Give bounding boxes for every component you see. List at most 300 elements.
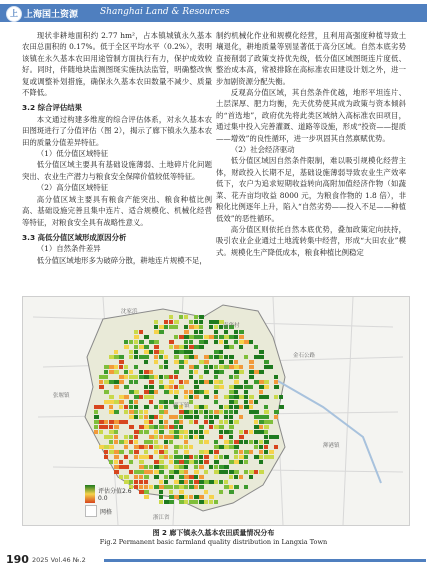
farmland-parcel — [134, 400, 138, 404]
farmland-parcel — [254, 455, 259, 459]
farmland-parcel — [229, 410, 233, 414]
section-heading: 3.3 高低分值区域形成原因分析 — [22, 232, 127, 242]
farmland-parcel — [154, 430, 158, 434]
farmland-parcel — [259, 415, 264, 419]
farmland-parcel — [99, 430, 103, 434]
farmland-parcel — [214, 440, 218, 444]
farmland-parcel — [179, 465, 184, 469]
farmland-parcel — [224, 415, 228, 419]
body-paragraph: 高分值区则依托自然本底优势，叠加政策定向扶持，吸引农业企业通过土地流转集中经营，形成“大田农业”模式。规模化生产降低成本，粮食种植比例稳定 — [216, 224, 406, 257]
farmland-parcel — [159, 490, 163, 494]
farmland-parcel — [119, 450, 124, 454]
farmland-parcel — [179, 485, 184, 489]
farmland-parcel — [164, 325, 168, 329]
farmland-parcel — [254, 415, 259, 419]
farmland-parcel — [229, 425, 234, 429]
farmland-parcel — [214, 375, 218, 379]
farmland-parcel — [159, 500, 163, 504]
farmland-parcel — [209, 320, 214, 324]
farmland-parcel — [129, 415, 134, 419]
farmland-parcel — [194, 415, 199, 419]
farmland-parcel — [184, 475, 189, 479]
farmland-parcel — [249, 440, 253, 444]
farmland-parcel — [144, 415, 148, 419]
farmland-parcel — [199, 440, 203, 444]
farmland-parcel — [159, 470, 164, 474]
farmland-parcel — [239, 365, 243, 369]
farmland-parcel — [214, 370, 219, 374]
farmland-parcel — [274, 445, 278, 449]
farmland-parcel — [209, 420, 214, 424]
farmland-parcel — [104, 390, 109, 394]
farmland-parcel — [209, 325, 213, 329]
farmland-parcel — [129, 370, 133, 374]
left-column — [22, 30, 212, 266]
farmland-parcel — [189, 460, 194, 464]
farmland-parcel — [264, 405, 268, 409]
farmland-parcel — [114, 400, 119, 404]
farmland-parcel — [164, 355, 168, 359]
farmland-parcel — [194, 390, 199, 394]
farmland-parcel — [144, 410, 148, 414]
farmland-parcel — [234, 400, 238, 404]
farmland-parcel — [259, 460, 263, 464]
farmland-parcel — [194, 335, 199, 339]
farmland-parcel — [209, 365, 213, 369]
farmland-parcel — [234, 485, 239, 489]
farmland-parcel — [184, 485, 188, 489]
farmland-parcel — [134, 450, 139, 454]
farmland-parcel — [154, 345, 159, 349]
farmland-parcel — [144, 350, 149, 354]
farmland-parcel — [114, 365, 118, 369]
farmland-parcel — [269, 365, 273, 369]
farmland-parcel — [99, 380, 103, 384]
farmland-parcel — [234, 475, 238, 479]
farmland-parcel — [189, 325, 194, 329]
farmland-parcel — [124, 455, 128, 459]
farmland-parcel — [224, 340, 228, 344]
farmland-parcel — [214, 325, 218, 329]
farmland-parcel — [99, 375, 104, 379]
farmland-parcel — [219, 470, 224, 474]
farmland-parcel — [214, 330, 218, 334]
farmland-parcel — [179, 435, 183, 439]
farmland-parcel — [244, 355, 248, 359]
farmland-parcel — [194, 325, 199, 329]
farmland-parcel — [254, 425, 259, 429]
legend-low-label: 0.0 — [98, 495, 108, 502]
farmland-parcel — [254, 420, 258, 424]
farmland-parcel — [139, 345, 144, 349]
farmland-parcel — [129, 435, 133, 439]
farmland-parcel — [214, 335, 218, 339]
farmland-parcel — [244, 455, 248, 459]
farmland-parcel — [154, 445, 159, 449]
farmland-parcel — [184, 395, 188, 399]
farmland-parcel — [219, 425, 224, 429]
farmland-parcel — [279, 395, 283, 399]
farmland-parcel — [239, 385, 243, 389]
farmland-parcel — [229, 390, 234, 394]
farmland-parcel — [174, 485, 179, 489]
farmland-parcel — [229, 395, 234, 399]
farmland-parcel — [214, 385, 219, 389]
farmland-parcel — [174, 460, 179, 464]
farmland-parcel — [169, 495, 174, 499]
farmland-parcel — [184, 495, 188, 499]
farmland-parcel — [274, 380, 278, 384]
farmland-parcel — [189, 365, 194, 369]
farmland-parcel — [224, 485, 229, 489]
farmland-parcel — [214, 390, 218, 394]
farmland-parcel — [234, 390, 238, 394]
farmland-parcel — [134, 470, 139, 474]
farmland-parcel — [174, 375, 178, 379]
farmland-parcel — [144, 335, 149, 339]
farmland-parcel — [154, 460, 159, 464]
farmland-parcel — [259, 355, 264, 359]
farmland-parcel — [119, 355, 124, 359]
farmland-parcel — [184, 430, 188, 434]
farmland-parcel — [214, 415, 219, 419]
farmland-parcel — [129, 450, 133, 454]
farmland-parcel — [244, 380, 248, 384]
farmland-parcel — [104, 455, 108, 459]
farmland-parcel — [259, 395, 264, 399]
farmland-parcel — [259, 440, 263, 444]
legend-grid-swatch — [85, 505, 97, 517]
farmland-parcel — [204, 415, 208, 419]
farmland-parcel — [204, 500, 208, 504]
farmland-parcel — [184, 415, 189, 419]
farmland-parcel — [114, 420, 119, 424]
farmland-parcel — [179, 385, 184, 389]
farmland-parcel — [169, 455, 173, 459]
farmland-parcel — [144, 455, 149, 459]
farmland-parcel — [179, 410, 184, 414]
farmland-parcel — [234, 410, 238, 414]
farmland-parcel — [129, 340, 133, 344]
farmland-parcel — [219, 405, 223, 409]
section-heading: （2）社会经济驱动 — [230, 145, 295, 155]
farmland-parcel — [109, 410, 114, 414]
farmland-parcel — [264, 410, 269, 414]
farmland-parcel — [159, 365, 163, 369]
farmland-parcel — [154, 350, 159, 354]
farmland-parcel — [274, 385, 279, 389]
farmland-parcel — [134, 355, 138, 359]
farmland-parcel — [149, 380, 154, 384]
farmland-parcel — [209, 410, 213, 414]
farmland-parcel — [164, 405, 168, 409]
farmland-parcel — [94, 405, 99, 409]
farmland-parcel — [184, 355, 189, 359]
farmland-parcel — [164, 385, 169, 389]
farmland-parcel — [239, 450, 243, 454]
farmland-parcel — [259, 445, 263, 449]
farmland-parcel — [164, 480, 168, 484]
farmland-parcel — [189, 340, 193, 344]
farmland-parcel — [204, 455, 209, 459]
farmland-parcel — [104, 380, 109, 384]
farmland-parcel — [164, 500, 169, 504]
farmland-parcel — [134, 390, 139, 394]
farmland-parcel — [139, 340, 144, 344]
farmland-parcel — [194, 365, 199, 369]
footer-bar — [104, 559, 426, 562]
farmland-parcel — [224, 335, 229, 339]
farmland-parcel — [149, 455, 153, 459]
farmland-parcel — [144, 445, 148, 449]
farmland-parcel — [189, 475, 194, 479]
farmland-parcel — [139, 470, 144, 474]
farmland-parcel — [274, 395, 278, 399]
farmland-parcel — [184, 390, 188, 394]
farmland-parcel — [159, 450, 164, 454]
farmland-parcel — [129, 425, 134, 429]
farmland-parcel — [169, 425, 174, 429]
farmland-parcel — [229, 490, 234, 494]
farmland-parcel — [149, 485, 153, 489]
legend-row — [85, 485, 132, 503]
farmland-parcel — [209, 380, 213, 384]
section-heading: 3.2 综合评估结果 — [22, 103, 83, 113]
farmland-parcel — [219, 365, 224, 369]
farmland-parcel — [174, 415, 178, 419]
farmland-parcel — [109, 435, 113, 439]
farmland-parcel — [189, 455, 193, 459]
map-label: 金石公路 — [293, 353, 316, 359]
farmland-parcel — [149, 445, 153, 449]
farmland-parcel — [234, 330, 238, 334]
farmland-parcel — [199, 330, 203, 334]
farmland-parcel — [234, 380, 239, 384]
farmland-parcel — [194, 405, 199, 409]
farmland-parcel — [139, 490, 144, 494]
farmland-parcel — [234, 395, 239, 399]
farmland-parcel — [144, 390, 149, 394]
farmland-parcel — [144, 470, 149, 474]
farmland-parcel — [179, 425, 183, 429]
farmland-parcel — [159, 485, 164, 489]
farmland-parcel — [199, 375, 203, 379]
farmland-parcel — [149, 385, 154, 389]
farmland-parcel — [109, 460, 113, 464]
farmland-parcel — [209, 335, 214, 339]
farmland-parcel — [129, 410, 134, 414]
farmland-parcel — [104, 375, 108, 379]
farmland-parcel — [214, 425, 219, 429]
farmland-parcel — [129, 400, 133, 404]
farmland-parcel — [209, 500, 213, 504]
farmland-parcel — [244, 395, 248, 399]
farmland-parcel — [104, 420, 108, 424]
farmland-parcel — [179, 490, 184, 494]
farmland-parcel — [134, 345, 138, 349]
farmland-parcel — [169, 435, 174, 439]
farmland-parcel — [184, 340, 188, 344]
farmland-parcel — [109, 370, 114, 374]
farmland-parcel — [154, 475, 159, 479]
farmland-parcel — [139, 395, 143, 399]
farmland-parcel — [194, 465, 198, 469]
farmland-parcel — [174, 495, 179, 499]
farmland-parcel — [189, 500, 194, 504]
farmland-parcel — [239, 430, 243, 434]
farmland-parcel — [199, 500, 204, 504]
farmland-parcel — [249, 475, 253, 479]
farmland-parcel — [164, 360, 168, 364]
farmland-parcel — [154, 440, 158, 444]
farmland-parcel — [239, 440, 243, 444]
farmland-parcel — [159, 325, 164, 329]
farmland-parcel — [214, 380, 219, 384]
farmland-parcel — [114, 385, 119, 389]
farmland-parcel — [164, 485, 169, 489]
farmland-parcel — [154, 390, 158, 394]
farmland-parcel — [184, 460, 189, 464]
farmland-parcel — [244, 485, 248, 489]
farmland-parcel — [164, 365, 168, 369]
farmland-parcel — [204, 430, 209, 434]
farmland-parcel — [159, 380, 163, 384]
map-label: 泖港镇 — [323, 443, 340, 449]
farmland-parcel — [209, 415, 213, 419]
farmland-parcel — [159, 430, 164, 434]
farmland-parcel — [144, 385, 148, 389]
map-label: 浙江省 — [153, 515, 170, 521]
farmland-parcel — [114, 410, 119, 414]
farmland-parcel — [204, 470, 208, 474]
farmland-parcel — [189, 350, 193, 354]
farmland-parcel — [234, 460, 239, 464]
farmland-parcel — [154, 405, 158, 409]
farmland-parcel — [219, 480, 223, 484]
farmland-parcel — [134, 455, 138, 459]
farmland-parcel — [234, 455, 238, 459]
farmland-parcel — [169, 320, 173, 324]
farmland-parcel — [194, 470, 199, 474]
farmland-parcel — [159, 355, 163, 359]
farmland-parcel — [199, 435, 204, 439]
farmland-parcel — [174, 355, 179, 359]
farmland-parcel — [234, 385, 239, 389]
farmland-parcel — [124, 435, 128, 439]
farmland-parcel — [154, 415, 158, 419]
farmland-parcel — [104, 445, 109, 449]
farmland-parcel — [109, 445, 114, 449]
farmland-parcel — [134, 410, 138, 414]
body-paragraph: 低分值区域因自然条件限制，难以吸引规模化经营主体，财政投入长期不足，基础设施薄弱导致农业生产效率低下，农户为追求短期收益转向高附加值经济作物（如蔬菜、花卉亩均收益 8000 元，为粮食作物的 1.8 倍），非粮化比例逐年上升，陷入“自然劣势——投入不足——种植低效”的恶性循环。 — [216, 156, 406, 223]
farmland-parcel — [154, 435, 158, 439]
farmland-parcel — [169, 440, 173, 444]
farmland-parcel — [184, 360, 188, 364]
farmland-parcel — [259, 385, 264, 389]
farmland-parcel — [169, 430, 174, 434]
farmland-parcel — [199, 495, 204, 499]
farmland-parcel — [239, 475, 243, 479]
farmland-parcel — [119, 405, 123, 409]
farmland-parcel — [94, 425, 98, 429]
farmland-parcel — [159, 420, 163, 424]
farmland-parcel — [169, 375, 173, 379]
farmland-parcel — [149, 395, 154, 399]
farmland-parcel — [134, 435, 138, 439]
farmland-parcel — [139, 355, 144, 359]
farmland-parcel — [224, 430, 229, 434]
farmland-parcel — [194, 330, 198, 334]
body-paragraph: 现状非耕地面积约 2.77 hm²，占本镇城镇永久基本农田总面积的 0.17%。低于全区平均水平（0.2%），表明该镇在永久基本农田用途管制方面执行有力，保护成效较好。同时，伴随地块监测图斑实施执法监管，明确整改恢复或调整补划措施，确保永久基本农田数量不减少、质量不降低。 — [22, 31, 212, 98]
farmland-parcel — [114, 465, 119, 469]
farmland-parcel — [159, 330, 164, 334]
farmland-parcel — [264, 435, 268, 439]
farmland-parcel — [114, 470, 119, 474]
farmland-parcel — [199, 360, 204, 364]
farmland-parcel — [199, 380, 204, 384]
farmland-parcel — [249, 385, 253, 389]
farmland-parcel — [159, 385, 164, 389]
farmland-parcel — [169, 345, 173, 349]
farmland-parcel — [189, 480, 193, 484]
farmland-parcel — [119, 365, 123, 369]
farmland-parcel — [219, 380, 223, 384]
farmland-parcel — [264, 440, 269, 444]
farmland-parcel — [194, 420, 198, 424]
farmland-parcel — [214, 480, 218, 484]
farmland-parcel — [189, 395, 193, 399]
farmland-parcel — [134, 475, 138, 479]
farmland-parcel — [234, 375, 239, 379]
farmland-parcel — [179, 360, 184, 364]
farmland-parcel — [129, 355, 133, 359]
farmland-parcel — [154, 485, 159, 489]
farmland-parcel — [154, 470, 159, 474]
body-paragraph: 低分值区域地形多为破碎分散，耕地连片规模不足， — [36, 255, 207, 265]
farmland-parcel — [149, 340, 154, 344]
farmland-parcel — [104, 425, 108, 429]
farmland-parcel — [234, 405, 239, 409]
farmland-parcel — [249, 340, 253, 344]
farmland-parcel — [224, 355, 228, 359]
farmland-parcel — [114, 435, 118, 439]
farmland-parcel — [184, 465, 188, 469]
farmland-parcel — [254, 440, 258, 444]
farmland-parcel — [99, 420, 104, 424]
farmland-parcel — [164, 475, 168, 479]
farmland-parcel — [169, 390, 173, 394]
farmland-parcel — [264, 395, 269, 399]
section-heading: （2）高分值区域特征 — [36, 183, 109, 193]
farmland-parcel — [214, 500, 218, 504]
farmland-parcel — [159, 455, 164, 459]
farmland-parcel — [269, 420, 273, 424]
farmland-parcel — [104, 370, 108, 374]
farmland-parcel — [144, 370, 149, 374]
farmland-parcel — [239, 405, 243, 409]
farmland-parcel — [199, 315, 204, 319]
farmland-parcel — [224, 345, 229, 349]
farmland-parcel — [174, 350, 179, 354]
farmland-parcel — [164, 455, 168, 459]
farmland-parcel — [194, 475, 198, 479]
farmland-parcel — [184, 350, 189, 354]
farmland-parcel — [149, 425, 154, 429]
farmland-parcel — [179, 335, 184, 339]
farmland-parcel — [229, 460, 234, 464]
farmland-parcel — [144, 490, 149, 494]
farmland-parcel — [169, 470, 174, 474]
